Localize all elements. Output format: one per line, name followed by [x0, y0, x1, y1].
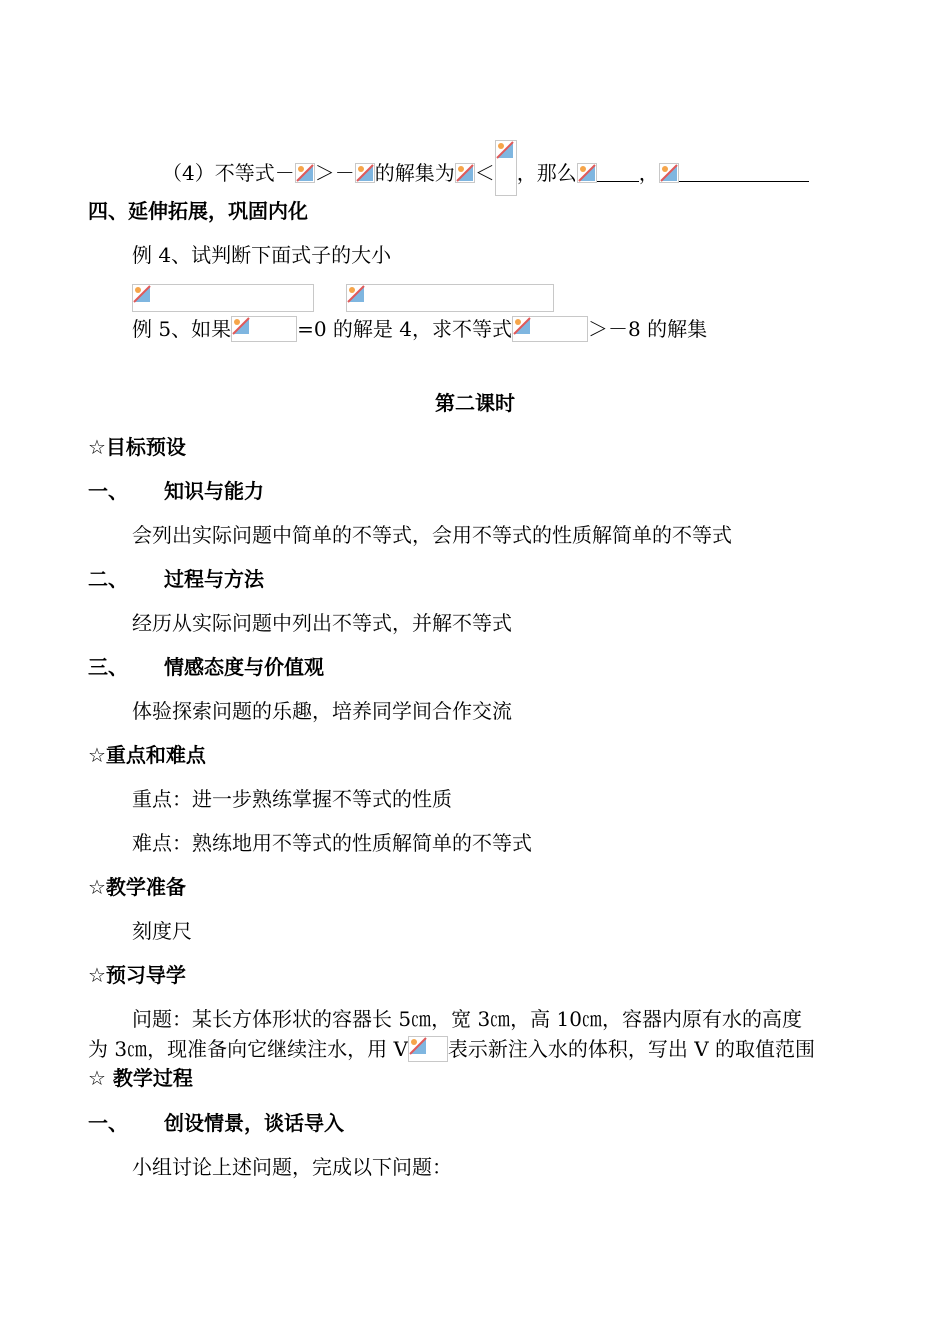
goal-1-title: 知识与能力	[164, 479, 264, 503]
broken-image-icon	[133, 285, 153, 305]
prep-item: 刻度尺	[132, 919, 192, 943]
broken-image-icon	[496, 141, 516, 161]
section-heading: 四、延伸拓展，巩固内化	[88, 199, 308, 223]
process-1-heading	[88, 1111, 344, 1135]
discussion-text: 小组讨论上述问题，完成以下问题：	[132, 1155, 452, 1179]
example-4-images	[132, 284, 314, 312]
lesson-title: 第二课时	[435, 391, 515, 415]
goal-1-text: 会列出实际问题中简单的不等式，会用不等式的性质解简单的不等式	[132, 523, 732, 547]
key-point: 重点：进一步熟练掌握不等式的性质	[132, 787, 452, 811]
preview-heading: ☆预习导学	[88, 963, 186, 987]
broken-image-icon	[409, 1037, 429, 1057]
broken-image-icon	[295, 163, 315, 183]
goal-2-number: 二、	[88, 567, 128, 591]
difficult-point: 难点：熟练地用不等式的性质解简单的不等式	[132, 831, 532, 855]
ex5-part-c: ＞－8 的解集	[588, 317, 708, 341]
process-1-number: 一、	[88, 1111, 128, 1135]
ex5-part-a: 例 5、如果	[132, 317, 232, 341]
answer-blank	[679, 163, 809, 182]
broken-image-icon	[355, 163, 375, 183]
example-4: 例 4、试判断下面式子的大小	[132, 243, 392, 267]
fraction-image-frame	[495, 140, 517, 196]
q4-lt: ＜	[474, 161, 495, 185]
broken-image-icon	[232, 317, 252, 337]
goal-2-title: 过程与方法	[164, 567, 264, 591]
ex5-part-b: =0 的解是 4，求不等式	[297, 317, 513, 341]
broken-image-icon	[347, 285, 367, 305]
goal-2-text: 经历从实际问题中列出不等式，并解不等式	[132, 611, 512, 635]
prep-heading: ☆教学准备	[88, 875, 186, 899]
goal-2-heading	[88, 567, 264, 591]
q4-gt: ＞－	[314, 161, 355, 185]
q4-comma: ，	[638, 161, 659, 185]
broken-image-icon	[513, 317, 533, 337]
goal-1-heading	[88, 479, 264, 503]
broken-image-icon	[577, 163, 597, 183]
formula-image-frame	[408, 1036, 448, 1062]
goal-1-number: 一、	[88, 479, 128, 503]
q4-prefix: （4）不等式－	[162, 161, 295, 185]
goal-3-title: 情感态度与价值观	[164, 655, 324, 679]
keypoints-heading: ☆重点和难点	[88, 743, 206, 767]
q4-then: ，那么	[516, 161, 577, 185]
problem-line-2b: 表示新注入水的体积，写出 V 的取值范围	[447, 1037, 816, 1061]
goal-3-heading	[88, 655, 324, 679]
example-5	[132, 316, 707, 342]
goal-3-number: 三、	[88, 655, 128, 679]
problem-line-1: 问题：某长方体形状的容器长 5㎝，宽 3㎝，高 10㎝，容器内原有水的高度	[132, 1007, 802, 1031]
broken-image-icon	[659, 163, 679, 183]
goals-heading: ☆目标预设	[88, 435, 186, 459]
broken-image-icon	[455, 163, 475, 183]
process-heading: ☆ 教学过程	[88, 1066, 193, 1090]
formula-image-frame	[346, 284, 554, 312]
formula-image-frame	[512, 316, 588, 342]
formula-image-frame	[132, 284, 314, 312]
example-4-images	[346, 284, 554, 312]
problem-line-2	[88, 1036, 815, 1062]
q4-solution-label: 的解集为	[374, 161, 455, 185]
formula-image-frame	[231, 316, 297, 342]
goal-3-text: 体验探索问题的乐趣，培养同学间合作交流	[132, 699, 512, 723]
process-1-title: 创设情景，谈话导入	[164, 1111, 344, 1135]
problem-line-2a: 为 3㎝，现准备向它继续注水，用 V	[88, 1037, 408, 1061]
answer-blank	[597, 163, 639, 182]
q4-line	[162, 140, 809, 196]
